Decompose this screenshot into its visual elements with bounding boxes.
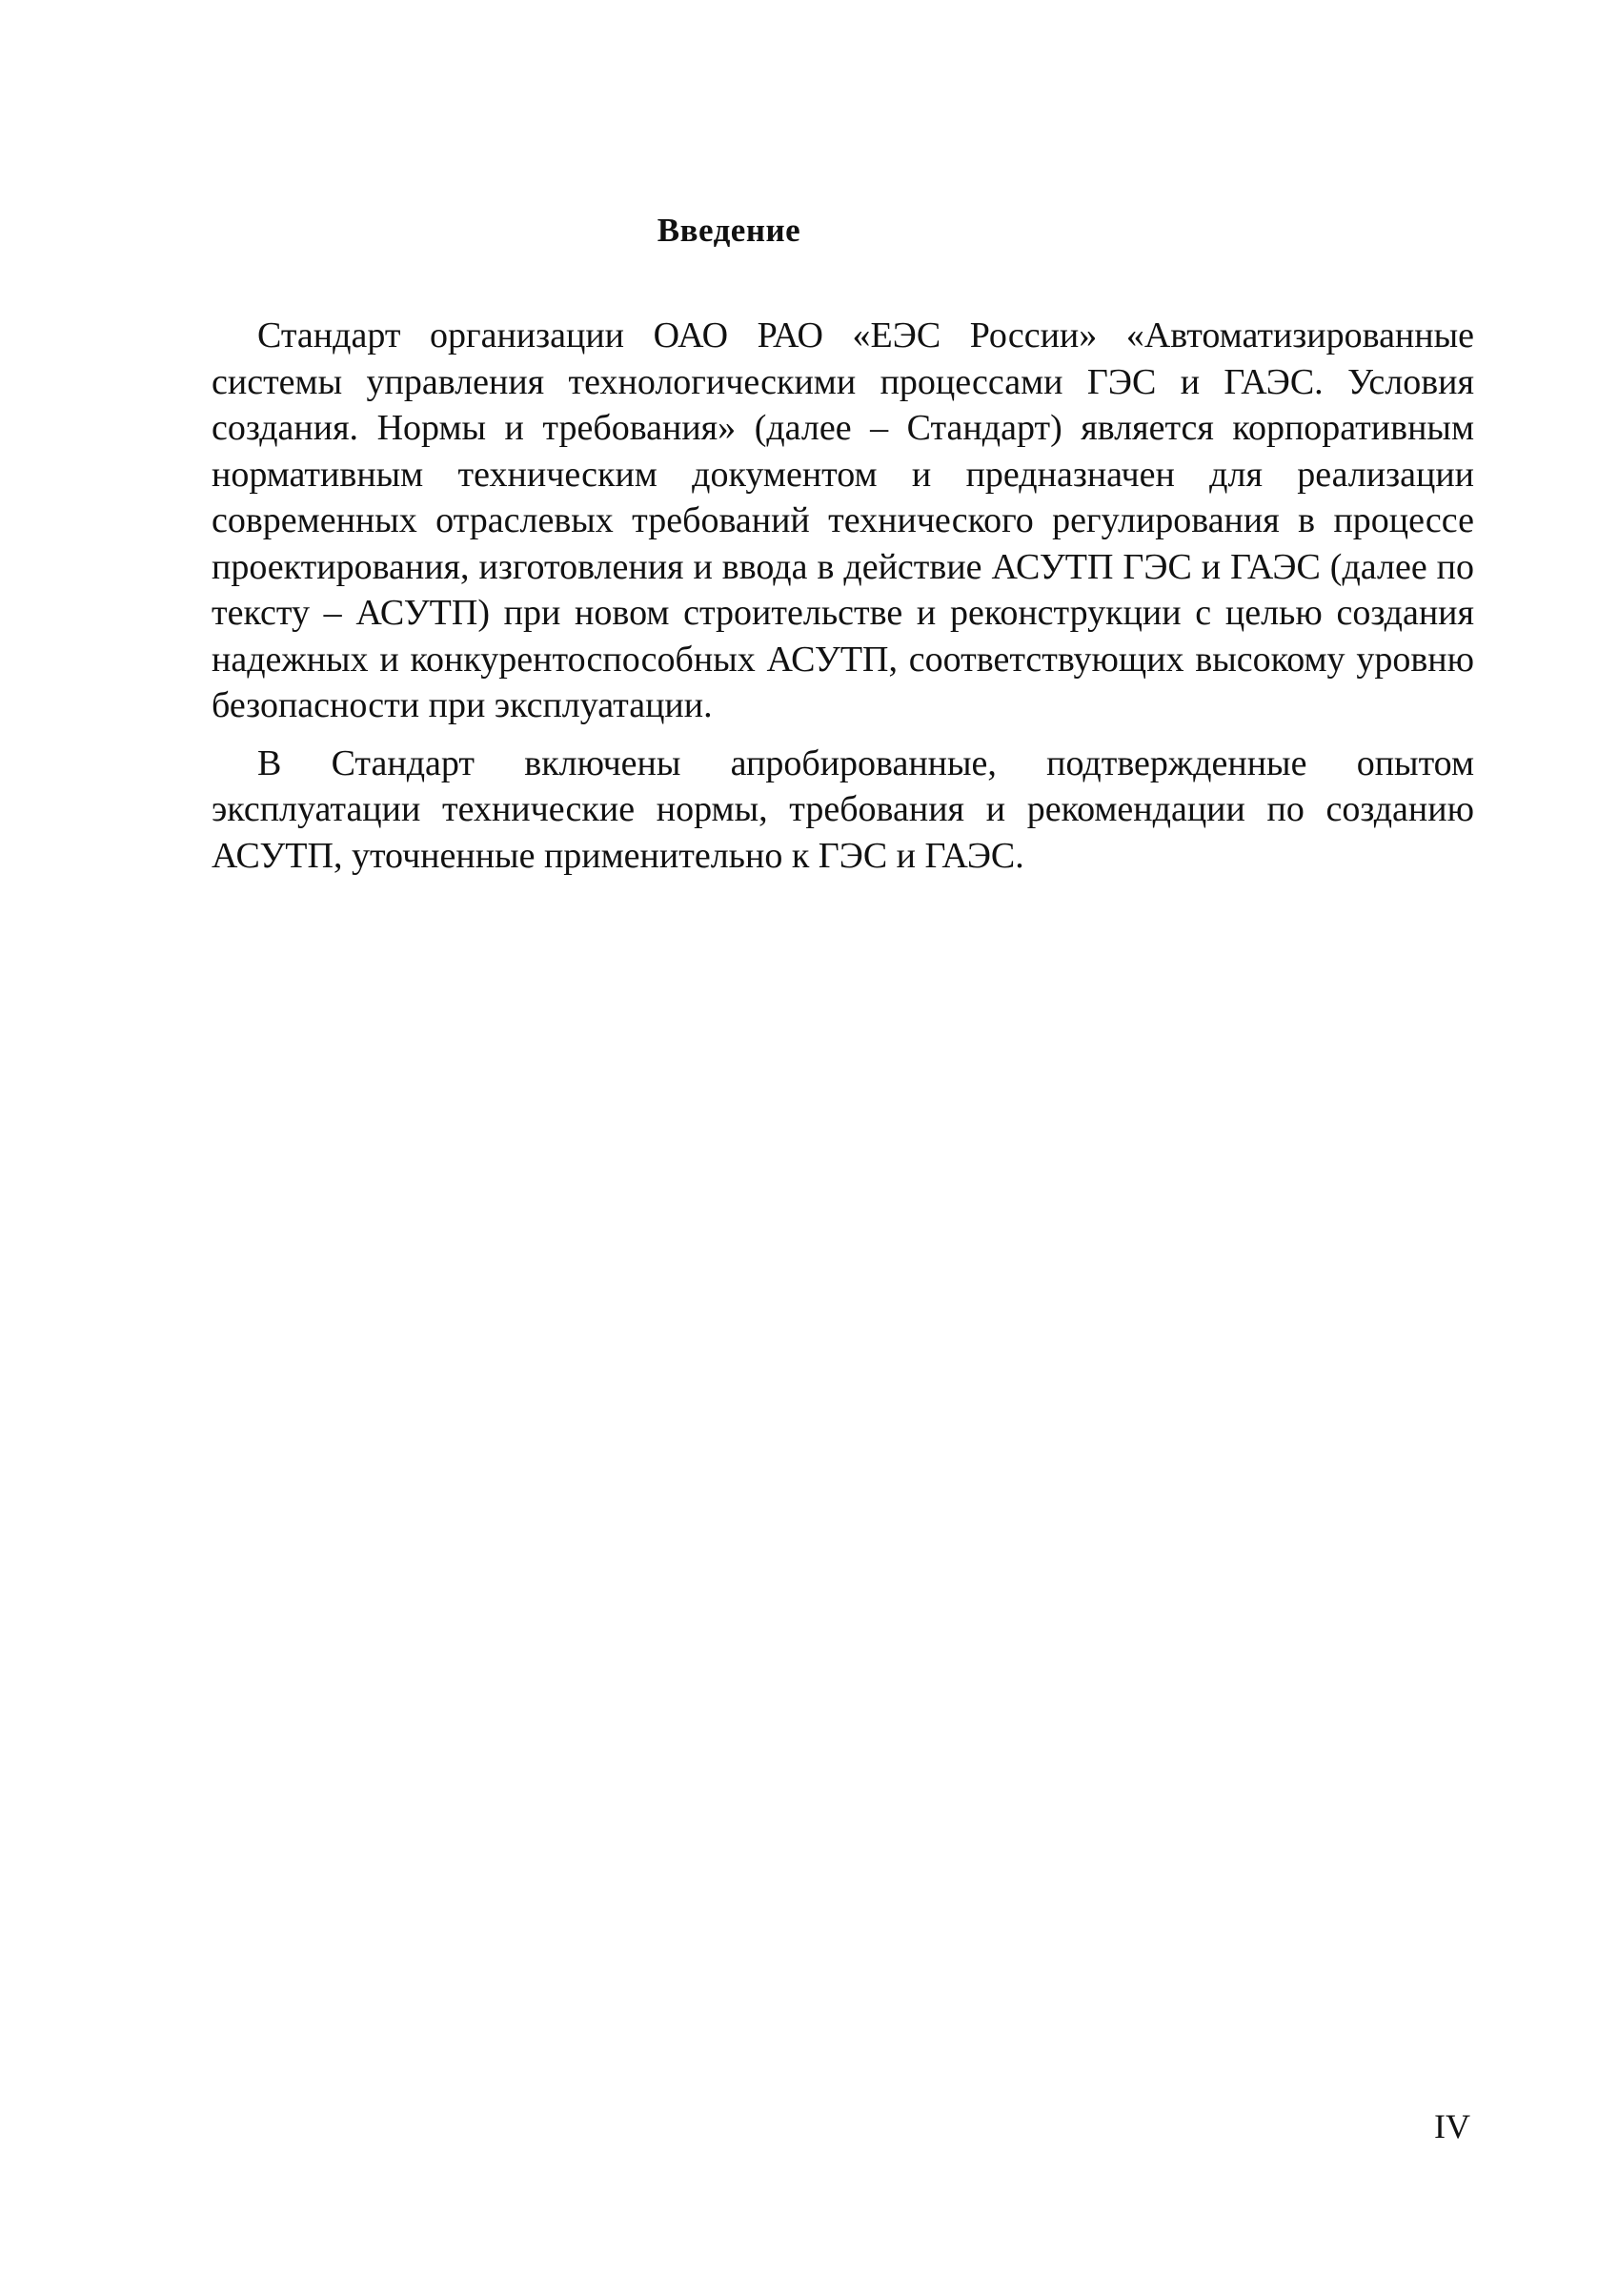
page-number: IV xyxy=(1434,2107,1470,2145)
paragraph-1: Стандарт организации ОАО РАО «ЕЭС России» «Автоматизированные системы управления технологическими процессами ГЭС и ГАЭС. Условия создания. Нормы и требования» (далее – Стандарт) является корпоративным нормативным техническим документом и предназначен для реализации современных отраслевых требований технического регулирования в процессе проектирования, изготовления и ввода в действие АСУТП ГЭС и ГАЭС (далее по тексту – АСУТП) при новом строительстве и реконструкции с целью создания надежных и конкурентоспособных АСУТП, соответствующих высокому уровню безопасности при эксплуатации. xyxy=(212,315,1474,725)
paragraph-2: В Стандарт включены апробированные, подтвержденные опытом эксплуатации технические нормы, требования и рекомендации по созданию АСУТП, уточненные применительно к ГЭС и ГАЭС. xyxy=(212,742,1474,876)
section-heading: Введение xyxy=(657,212,801,249)
body-text xyxy=(212,313,1474,879)
